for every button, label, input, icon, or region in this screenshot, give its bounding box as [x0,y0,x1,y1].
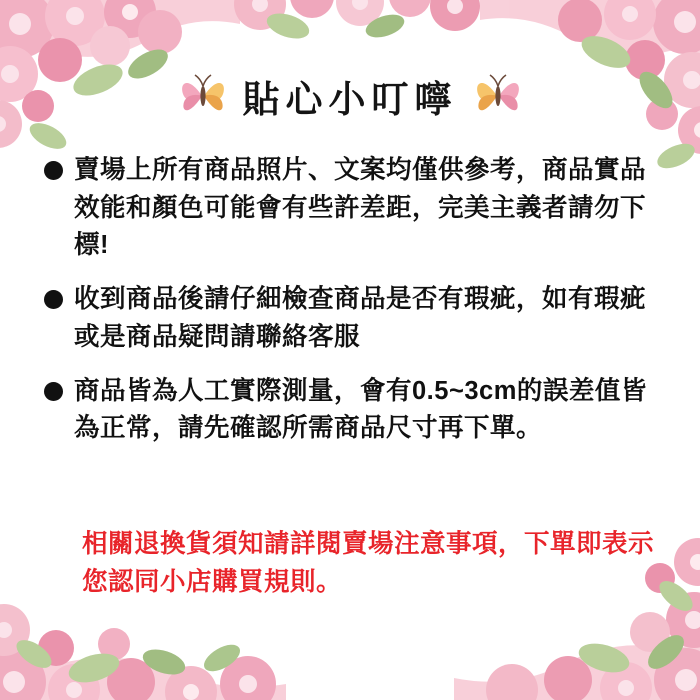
bullet-icon [44,290,63,309]
return-policy-notice: 相關退換貨須知請詳閱賣場注意事項，下單即表示您認同小店購買規則。 [82,530,655,597]
note-text: 收到商品後請仔細檢查商品是否有瑕疵，如有瑕疵或是商品疑問請聯絡客服 [74,285,647,351]
butterfly-left-icon [177,70,229,122]
butterfly-right-icon [472,70,524,122]
list-item [44,373,664,448]
notes-list [44,152,664,464]
title-row [0,62,700,130]
bullet-icon [44,161,63,180]
note-text: 商品皆為人工實際測量，會有0.5~3cm的誤差值皆為正常，請先確認所需商品尺寸再下單。 [74,376,647,443]
list-item [44,281,664,356]
page-title: 貼心小叮嚀 [242,79,458,120]
note-text: 賣場上所有商品照片、文案均僅供參考，商品實品效能和顏色可能會有些許差距，完美主義者請勿下標! [74,156,647,260]
bullet-icon [44,382,63,401]
list-item [44,152,664,265]
